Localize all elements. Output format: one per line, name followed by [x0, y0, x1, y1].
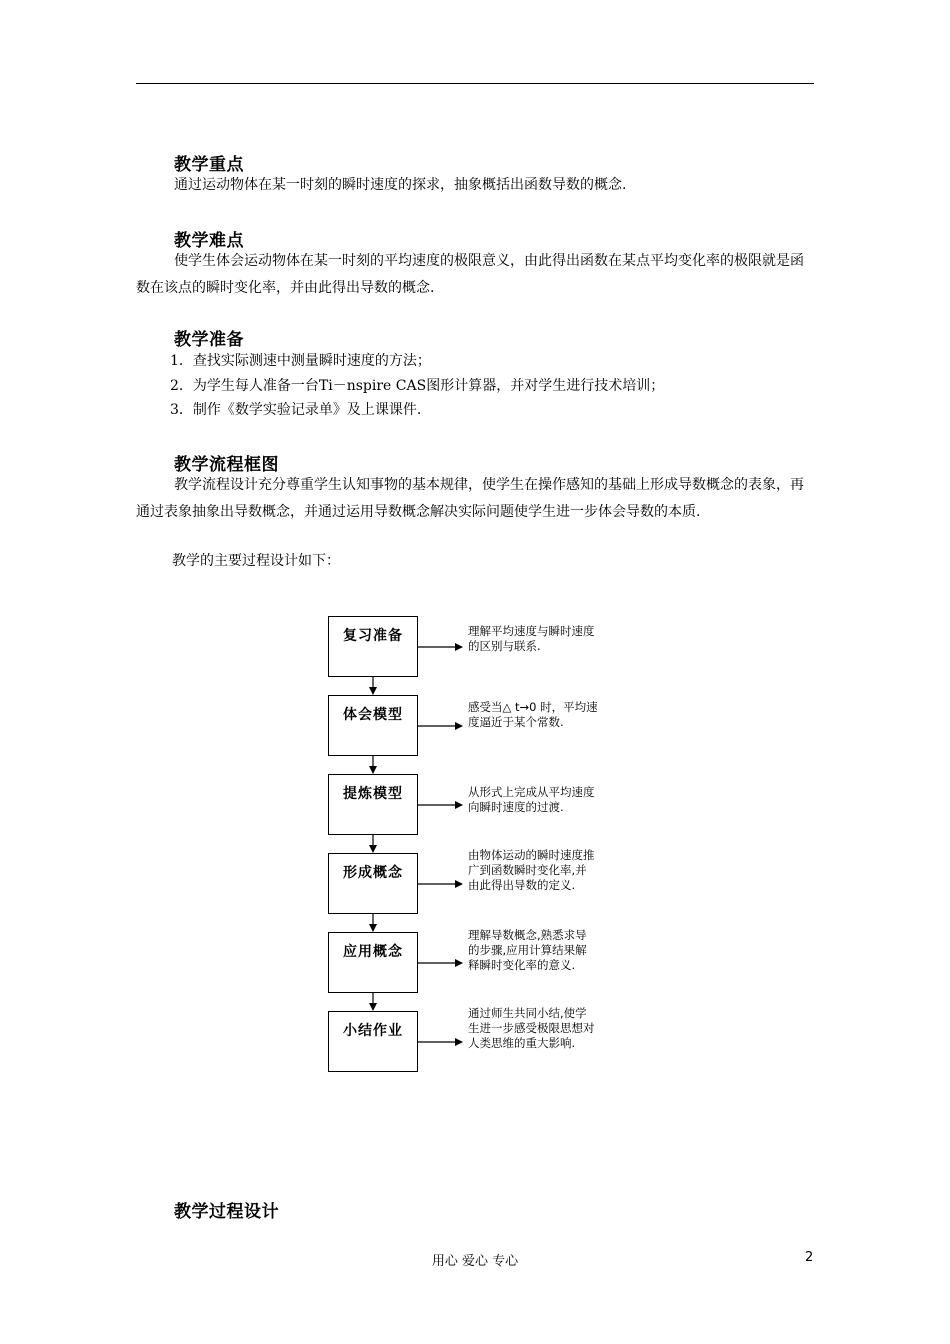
section-text-flowchart: 教学流程设计充分尊重学生认知事物的基本规律，使学生在操作感知的基础上形成导数概念的表象，再通过表象抽象出导数概念，并通过运用导数概念解决实际问题使学生进一步体会导数的本质.: [136, 477, 804, 520]
note-line: 的区别与联系.: [468, 639, 541, 653]
section-title-focus: 教学重点: [174, 155, 244, 175]
preparation-item: 3．制作《数学实验记录单》及上课课件.: [170, 402, 422, 418]
section-text-difficulty: 使学生体会运动物体在某一时刻的平均速度的极限意义，由此得出函数在某点平均变化率的极限就是函数在该点的瞬时变化率，并由此得出导数的概念.: [136, 253, 804, 296]
note-line: 理解导数概念,熟悉求导: [468, 928, 587, 942]
flow-step-label: 复习准备: [343, 628, 403, 644]
note-line: 通过师生共同小结,使学: [468, 1006, 587, 1020]
flow-step-box: [328, 932, 418, 993]
flow-step-note: [468, 624, 633, 654]
flow-step-note: [468, 700, 633, 730]
note-line: 理解平均速度与瞬时速度: [468, 624, 595, 638]
note-line: 人类思维的重大影响.: [468, 1036, 576, 1050]
preparation-item: 2．为学生每人准备一台Ti－nspire CAS图形计算器，并对学生进行技术培训；: [170, 378, 665, 394]
note-line: 度逼近于某个常数.: [468, 715, 564, 729]
note-line: 生进一步感受极限思想对: [468, 1021, 595, 1035]
flow-step-box: [328, 774, 418, 835]
flowchart-intro: 教学的主要过程设计如下：: [172, 553, 340, 569]
flow-step-box: [328, 853, 418, 914]
page-number: 2: [805, 1250, 814, 1265]
flow-step-label: 提炼模型: [343, 786, 403, 802]
flow-step-label: 体会模型: [343, 707, 403, 723]
flow-step-note: [468, 928, 633, 973]
note-line: 从形式上完成从平均速度: [468, 785, 595, 799]
flow-step-label: 应用概念: [343, 944, 403, 960]
flow-step-note: [468, 848, 633, 893]
flow-step-box: [328, 616, 418, 677]
note-line: 由物体运动的瞬时速度推: [468, 848, 595, 862]
flow-step-box: [328, 695, 418, 756]
section-title-process: 教学过程设计: [174, 1202, 279, 1222]
note-line: 广到函数瞬时变化率,并: [468, 863, 587, 877]
flow-step-box: [328, 1011, 418, 1072]
flow-step-note: [468, 1006, 633, 1051]
section-title-preparation: 教学准备: [174, 330, 244, 350]
section-text-focus: 通过运动物体在某一时刻的瞬时速度的探求，抽象概括出函数导数的概念.: [174, 177, 627, 193]
flow-step-label: 形成概念: [343, 865, 403, 881]
flow-step-note: [468, 785, 633, 815]
flow-step-label: 小结作业: [343, 1023, 403, 1039]
note-line: 感受当△ t→0 时，平均速: [468, 700, 598, 714]
preparation-item: 1．查找实际测速中测量瞬时速度的方法；: [170, 353, 431, 369]
section-title-difficulty: 教学难点: [174, 231, 244, 251]
note-line: 由此得出导数的定义.: [468, 878, 576, 892]
note-line: 的步骤,应用计算结果解: [468, 943, 587, 957]
note-line: 释瞬时变化率的意义.: [468, 958, 576, 972]
footer-motto: 用心 爱心 专心: [431, 1254, 519, 1269]
section-title-flowchart: 教学流程框图: [174, 455, 279, 475]
note-line: 向瞬时速度的过渡.: [468, 800, 564, 814]
